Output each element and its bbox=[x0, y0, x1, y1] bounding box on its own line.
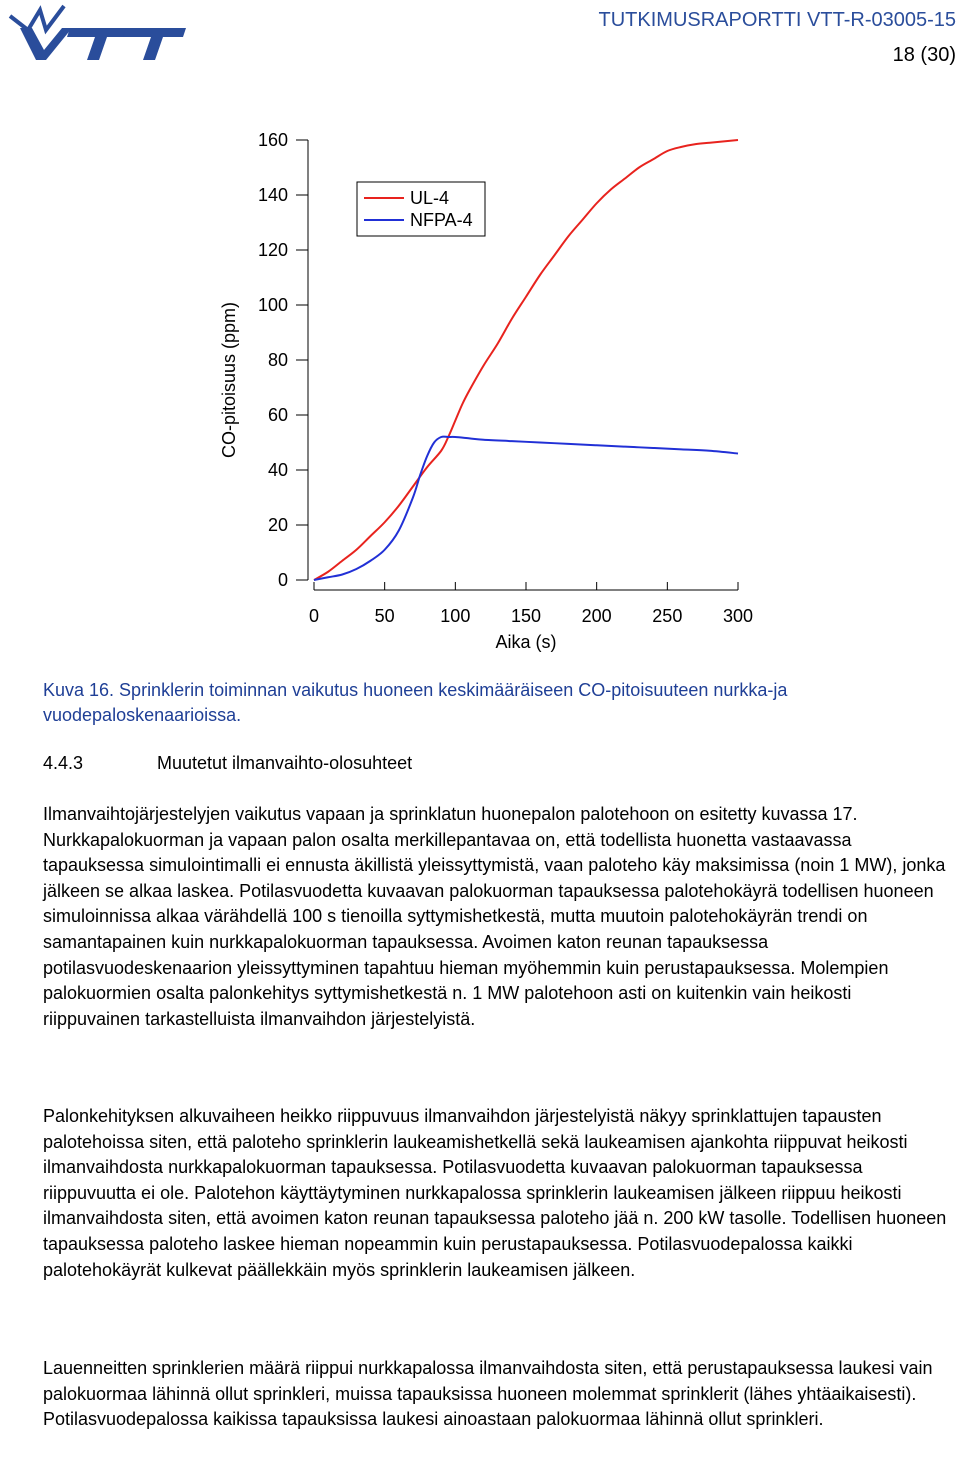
section-number: 4.4.3 bbox=[43, 753, 84, 773]
vtt-logo-icon bbox=[6, 0, 188, 66]
x-axis-label: Aika (s) bbox=[495, 632, 557, 652]
vtt-logo bbox=[6, 0, 188, 66]
chart-svg bbox=[200, 120, 780, 665]
y-tick-label: 60 bbox=[267, 405, 288, 425]
figure-caption: Kuva 16. Sprinklerin toiminnan vaikutus huoneen keskimääräiseen CO-pitoisuuteen nurkka-ja vuodepaloskenaarioissa. bbox=[43, 680, 788, 725]
x-tick-label: 100 bbox=[440, 606, 471, 626]
co-concentration-chart bbox=[200, 120, 780, 665]
y-axis-label: CO-pitoisuus (ppm) bbox=[219, 301, 239, 459]
paragraph: Lauenneitten sprinklerien määrä riippui nurkkapalossa ilmanvaihdosta siten, että perustapauksessa laukesi vain palokuormaa lähinnä ollut sprinkleri, muissa tapauksissa huoneen molemmat sprinklerit (lähes yhtäaikaisesti). Potilasvuodepalossa kaikissa tapauksissa laukesi ainoastaan palokuormaa lähinnä ollut sprinkleri. bbox=[43, 1358, 933, 1430]
x-tick-label: 0 bbox=[308, 606, 320, 626]
chart-legend bbox=[357, 182, 485, 236]
x-tick-label: 300 bbox=[722, 606, 754, 626]
y-tick-label: 120 bbox=[257, 240, 288, 260]
paragraph: Ilmanvaihtojärjestelyjen vaikutus vapaan ja sprinklatun huonepalon palotehoon on esitetty kuvassa 17. Nurkkapalokuorman ja vapaan palon osalta merkillepantavaa on, että todellista huonetta vastaavassa tapauksessa simulointimalli ei ennusta äkillistä yleissyttymistä, vaan paloteho käy maksimissa (noin 1 MW), jonka jälkeen se alkaa laskea. Potilasvuodetta kuvaavan palokuorman tapauksessa palotehokäyrä todellisen huoneen simuloinnissa alkaa värähdellä 100 s tienoilla syttymishetkestä, mutta muutoin palotehokäyrän trendi on samantapainen kuin nurkkapalokuorman tapauksessa. Avoimen katon reunan tapauksessa potilasvuodeskenaarion yleissyttyminen tapahtuu hieman myöhemmin kuin perustapauksessa. Molempien palokuormien osalta palonkehitys syttymishetkestä n. 1 MW palotehoon asti on kuitenkin vain heikosti riippuvainen tarkastelluista ilmanvaihdon järjestelyistä. bbox=[43, 804, 946, 1029]
legend-label: UL-4 bbox=[410, 188, 450, 208]
x-tick-label: 250 bbox=[652, 606, 683, 626]
chart-axes bbox=[258, 130, 753, 626]
section-heading bbox=[43, 751, 412, 776]
legend-label: NFPA-4 bbox=[410, 210, 473, 230]
y-tick-label: 140 bbox=[257, 185, 288, 205]
page-number: 18 (30) bbox=[892, 44, 956, 66]
x-tick-label: 50 bbox=[374, 606, 395, 626]
y-tick-label: 40 bbox=[267, 460, 288, 480]
section-title: Muutetut ilmanvaihto-olosuhteet bbox=[157, 753, 413, 773]
x-tick-label: 200 bbox=[581, 606, 612, 626]
paragraph: Palonkehityksen alkuvaiheen heikko riippuvuus ilmanvaihdon järjestelyistä näkyy sprinklattujen tapausten palotehoissa siten, että paloteho sprinklerin laukeamishetkellä sekä laukeamisen ajankohta riippuvat heikosti ilmanvaihdosta nurkkapalokuorman tapauksessa. Potilasvuodetta kuvaavan palokuorman tapauksessa riippuvuutta ei ole. Palotehon käyttäytyminen nurkkapalossa sprinklerin laukeamisen jälkeen riippuu heikosti ilmanvaihdosta siten, että avoimen katon reunan tapauksessa paloteho jää n. 200 kW tasolle. Todellisen huoneen tapauksessa paloteho laskee hieman nopeammin kuin perustapauksessa. Potilasvuodepalossa kaikki palotehokäyrät kulkevat päällekkäin myös sprinklerin laukeamisen jälkeen. bbox=[43, 1106, 947, 1280]
y-tick-label: 80 bbox=[267, 350, 288, 370]
y-tick-label: 100 bbox=[257, 295, 288, 315]
y-tick-label: 160 bbox=[257, 130, 288, 150]
x-tick-label: 150 bbox=[510, 606, 542, 626]
report-id: TUTKIMUSRAPORTTI VTT-R-03005-15 bbox=[598, 9, 956, 31]
series-line-nfpa-4 bbox=[314, 437, 738, 580]
y-tick-label: 0 bbox=[277, 570, 288, 590]
y-tick-label: 20 bbox=[267, 515, 288, 535]
